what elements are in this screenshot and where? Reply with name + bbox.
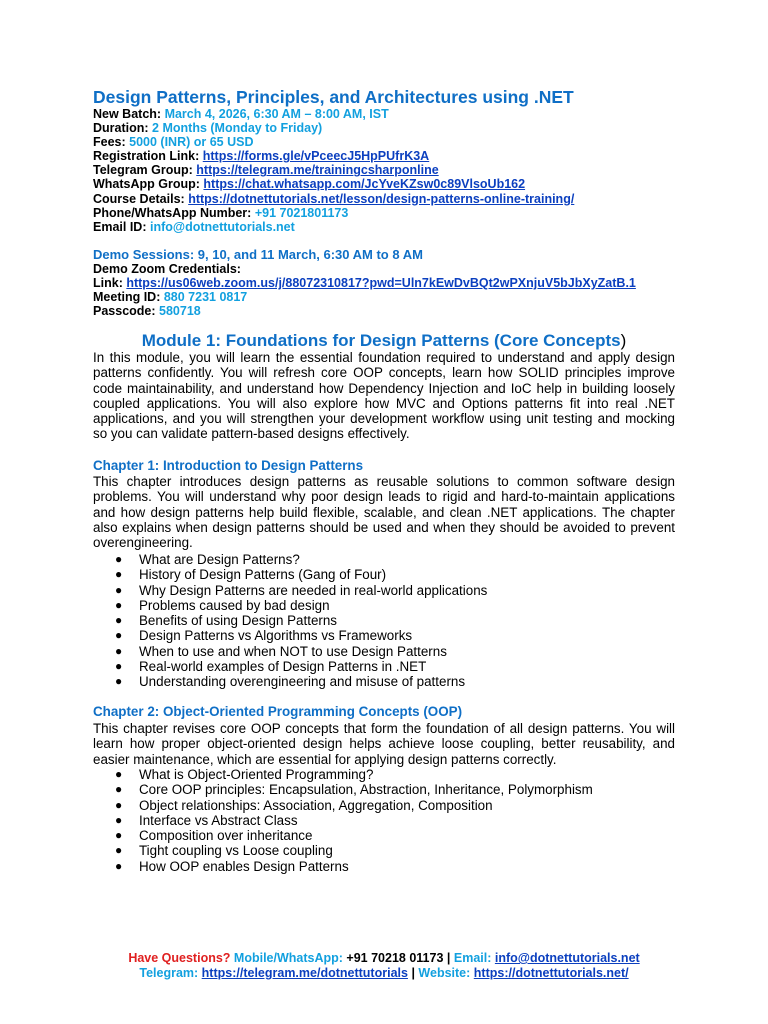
chapter-1-list bbox=[93, 552, 487, 690]
email-id: info@dotnettutorials.net bbox=[149, 219, 295, 234]
info-phone bbox=[93, 206, 574, 220]
info-telegram bbox=[93, 163, 574, 177]
footer-questions: Have Questions? bbox=[128, 951, 231, 965]
list-item bbox=[93, 628, 487, 643]
passcode: 580718 bbox=[159, 304, 201, 319]
bullet-icon: ● bbox=[115, 582, 123, 597]
demo-heading: Demo Sessions: 9, 10, and 11 March, 6:30 AM to 8 AM bbox=[93, 247, 423, 262]
registration-link[interactable]: https://forms.gle/vPceecJ5HpPUfrK3A bbox=[202, 149, 430, 164]
chapter-1-description: This chapter introduces design patterns as reusable solutions to common software design problems. You will understand why poor design leads to rigid and hard-to-maintain applications and how design patterns help build flexible, scalable, and clean .NET applications. The chapter also explains when design patterns should be used and when they should be avoided to prevent overengineering. bbox=[93, 474, 675, 551]
list-item bbox=[93, 767, 593, 782]
info-duration bbox=[93, 121, 574, 135]
list-item bbox=[93, 552, 487, 567]
bullet-icon: ● bbox=[115, 797, 123, 812]
list-item bbox=[93, 828, 593, 843]
footer-telegram-label: Telegram: bbox=[139, 966, 199, 980]
chapter-1-title: Chapter 1: Introduction to Design Patterns bbox=[93, 458, 364, 473]
bullet-icon: ● bbox=[115, 782, 123, 797]
info-label: Registration Link: bbox=[93, 149, 200, 164]
list-item-text: How OOP enables Design Patterns bbox=[139, 858, 349, 874]
bullet-icon: ● bbox=[115, 597, 123, 612]
page-footer bbox=[0, 951, 768, 981]
list-item bbox=[93, 782, 593, 797]
module-title-end: ) bbox=[620, 331, 627, 350]
bullet-icon: ● bbox=[115, 674, 123, 689]
info-label: Fees: bbox=[93, 135, 126, 150]
list-item-text: What is Object-Oriented Programming? bbox=[139, 767, 374, 782]
info-label: Phone/WhatsApp Number: bbox=[93, 205, 252, 220]
telegram-group-link[interactable]: https://telegram.me/trainingcsharponline bbox=[196, 163, 439, 178]
info-label: WhatsApp Group: bbox=[93, 177, 200, 192]
list-item-text: Object relationships: Association, Aggregation, Composition bbox=[139, 797, 493, 813]
info-label: Link: bbox=[93, 276, 123, 291]
list-item bbox=[93, 567, 487, 582]
footer-separator: | bbox=[411, 966, 415, 980]
bullet-icon: ● bbox=[115, 613, 123, 628]
bullet-icon: ● bbox=[115, 812, 123, 827]
list-item-text: When to use and when NOT to use Design Patterns bbox=[139, 643, 447, 659]
footer-email-link[interactable]: info@dotnettutorials.net bbox=[494, 951, 640, 965]
footer-telegram-link[interactable]: https://telegram.me/dotnettutorials bbox=[201, 966, 408, 980]
info-label: Telegram Group: bbox=[93, 163, 193, 178]
info-label: Course Details: bbox=[93, 191, 185, 206]
info-new-batch bbox=[93, 107, 574, 121]
demo-credentials bbox=[93, 262, 636, 318]
bullet-icon: ● bbox=[115, 828, 123, 843]
list-item-text: History of Design Patterns (Gang of Four) bbox=[139, 567, 387, 583]
course-title: Design Patterns, Principles, and Architectures using .NET bbox=[93, 87, 574, 107]
module-title bbox=[93, 331, 675, 351]
passcode-row bbox=[93, 304, 636, 318]
info-label: Passcode: bbox=[93, 304, 156, 319]
module-title-text: Module 1: Foundations for Design Patterns (Core Concepts bbox=[141, 331, 621, 350]
info-whatsapp bbox=[93, 177, 574, 191]
bullet-icon: ● bbox=[115, 767, 123, 781]
list-item bbox=[93, 674, 487, 689]
list-item-text: Interface vs Abstract Class bbox=[139, 812, 298, 828]
demo-link-row bbox=[93, 276, 636, 290]
footer-website-link[interactable]: https://dotnettutorials.net/ bbox=[473, 966, 629, 980]
footer-separator: | bbox=[446, 951, 451, 965]
phone-number: +91 7021801173 bbox=[254, 205, 349, 220]
info-registration bbox=[93, 149, 574, 163]
info-value: 2 Months (Monday to Friday) bbox=[152, 121, 323, 136]
demo-credentials-label: Demo Zoom Credentials: bbox=[93, 262, 241, 276]
info-value: 5000 (INR) or 65 USD bbox=[129, 135, 254, 150]
chapter-2-title: Chapter 2: Object-Oriented Programming Concepts (OOP) bbox=[93, 704, 463, 719]
list-item bbox=[93, 598, 487, 613]
list-item-text: Why Design Patterns are needed in real-world applications bbox=[139, 582, 488, 598]
list-item-text: Problems caused by bad design bbox=[139, 597, 330, 613]
meeting-id: 880 7231 0817 bbox=[163, 290, 248, 305]
list-item bbox=[93, 813, 593, 828]
info-value: March 4, 2026, 6:30 AM – 8:00 AM, IST bbox=[164, 107, 389, 121]
list-item-text: Benefits of using Design Patterns bbox=[139, 613, 337, 629]
bullet-icon: ● bbox=[115, 643, 123, 658]
list-item bbox=[93, 798, 593, 813]
info-fees bbox=[93, 135, 574, 149]
footer-line-2 bbox=[0, 966, 768, 981]
footer-email-label: Email: bbox=[453, 951, 492, 965]
list-item bbox=[93, 583, 487, 598]
list-item-text: Core OOP principles: Encapsulation, Abstraction, Inheritance, Polymorphism bbox=[139, 782, 593, 798]
info-label: Email ID: bbox=[93, 219, 147, 234]
list-item bbox=[93, 659, 487, 674]
info-label: New Batch: bbox=[93, 107, 162, 121]
chapter-2-description: This chapter revises core OOP concepts that form the foundation of all design patterns. You will learn how proper object-oriented design helps achieve loose coupling, better reusability, and easier maintenance, which are essential for applying design patterns correctly. bbox=[93, 721, 675, 767]
list-item bbox=[93, 859, 593, 874]
list-item bbox=[93, 613, 487, 628]
info-label: Duration: bbox=[93, 121, 149, 136]
bullet-icon: ● bbox=[115, 858, 123, 873]
info-label: Meeting ID: bbox=[93, 290, 161, 305]
list-item-text: Real-world examples of Design Patterns in .NET bbox=[139, 659, 427, 675]
meeting-id-row bbox=[93, 290, 636, 304]
bullet-icon: ● bbox=[115, 628, 123, 643]
list-item-text: Design Patterns vs Algorithms vs Frameworks bbox=[139, 628, 413, 644]
bullet-icon: ● bbox=[115, 552, 123, 566]
footer-line-1 bbox=[0, 951, 768, 966]
module-description: In this module, you will learn the essential foundation required to understand and apply design patterns confidently. You will refresh core OOP concepts, learn how SOLID principles improve code maintainability, and understand how Dependency Injection and IoC help in building loosely coupled applications. You will also explore how MVC and Options patterns fit into real .NET applications, and you will strengthen your development workflow using unit testing and mocking so you can validate pattern-based designs effectively. bbox=[93, 350, 675, 442]
whatsapp-group-link[interactable]: https://chat.whatsapp.com/JcYveKZsw0c89VlsoUb162 bbox=[203, 177, 526, 192]
info-email bbox=[93, 220, 574, 234]
list-item-text: What are Design Patterns? bbox=[139, 552, 300, 567]
zoom-link[interactable]: https://us06web.zoom.us/j/88072310817?pwd=Uln7kEwDvBQt2wPXnjuV5bJbXyZatB.1 bbox=[126, 276, 636, 291]
bullet-icon: ● bbox=[115, 659, 123, 674]
list-item bbox=[93, 843, 593, 858]
course-info bbox=[93, 107, 574, 234]
bullet-icon: ● bbox=[115, 567, 123, 582]
footer-website-label: Website: bbox=[418, 966, 471, 980]
chapter-2-list bbox=[93, 767, 593, 874]
list-item-text: Tight coupling vs Loose coupling bbox=[139, 843, 333, 859]
list-item bbox=[93, 644, 487, 659]
footer-mobile-label: Mobile/WhatsApp: bbox=[233, 951, 343, 965]
course-details-link[interactable]: https://dotnettutorials.net/lesson/design-patterns-online-training/ bbox=[188, 191, 575, 206]
bullet-icon: ● bbox=[115, 843, 123, 858]
info-course-details bbox=[93, 192, 574, 206]
footer-mobile: +91 70218 01173 bbox=[346, 951, 444, 965]
list-item-text: Composition over inheritance bbox=[139, 828, 313, 844]
list-item-text: Understanding overengineering and misuse of patterns bbox=[139, 674, 466, 690]
